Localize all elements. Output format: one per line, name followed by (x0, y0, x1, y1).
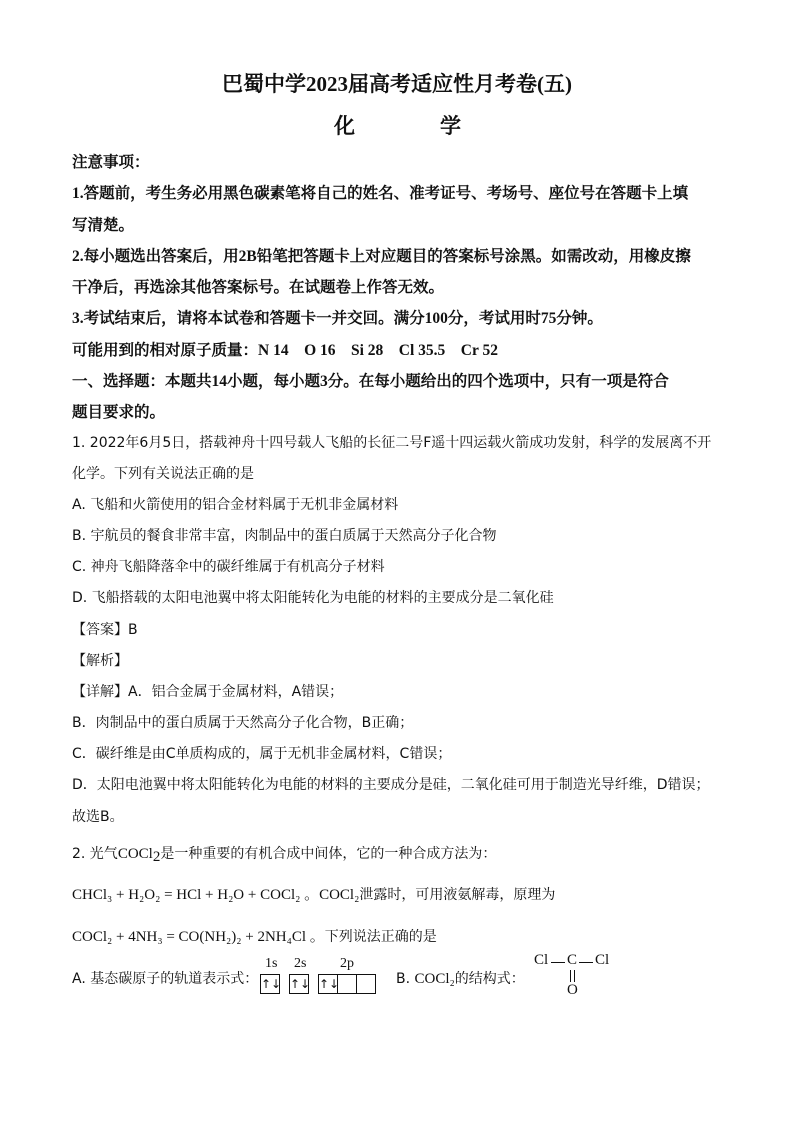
cocl2-structural-formula (534, 952, 614, 1000)
orbital-box-2s: ↑↓ (289, 974, 309, 994)
notice-item-3: 3.考试结束后，请将本试卷和答题卡一并交回。满分100分，考试用时75分钟。 (72, 310, 603, 327)
q2-equation-2-after: 下列说法正确的是 (324, 929, 437, 945)
q1-option-d: D. 飞船搭载的太阳电池翼中将太阳能转化为电能的材料的主要成分是二氧化硅 (72, 590, 554, 606)
q2-equation-2: COCl₂ + 4NH₃ = CO(NH₂)₂ + 2NH₄Cl 。 (72, 929, 325, 945)
notice-item-1-line-2: 写清楚。 (72, 217, 135, 234)
orbital-box-group-2p (318, 974, 375, 994)
exam-title: 巴蜀中学2023届高考适应性月考卷(五) (222, 72, 572, 96)
q1-detail-c: C．碳纤维是由C单质构成的，属于无机非金属材料，C错误； (72, 746, 452, 762)
struct-atom-o: O (567, 982, 578, 998)
notice-item-2-line-1: 2.每小题选出答案后，用2B铅笔把答题卡上对应题目的答案标号涂黑。如需改动，用橡皮擦 (72, 248, 691, 265)
q2-stem-formula-sub: 2 (152, 849, 161, 865)
q2-stem-formula: COCl (117, 846, 153, 862)
subject-char-left: 化 (334, 114, 355, 138)
orbital-box-group-1s (260, 974, 282, 994)
q1-option-c: C. 神舟飞船降落伞中的碳纤维属于有机高分子材料 (72, 559, 385, 575)
orbital-box-1s: ↑↓ (260, 974, 280, 994)
section-1-line-2: 题目要求的。 (72, 404, 166, 421)
struct-bond-left (551, 962, 565, 963)
orbital-box-2p-1: ↑↓ (318, 974, 338, 994)
q2-equation-1-after: 泄露时，可用液氨解毒，原理为 (359, 887, 556, 903)
q1-conclusion: 故选B。 (72, 809, 124, 825)
q2-option-b-formula: COCl₂ (414, 971, 455, 987)
q1-detail-a: 【详解】A．铝合金属于金属材料，A错误； (72, 684, 344, 700)
q2-stem-suffix: 是一种重要的有机合成中间体，它的一种合成方法为： (160, 846, 497, 862)
struct-atom-cl-left: Cl (534, 952, 549, 968)
struct-atom-c: C (567, 952, 578, 968)
q1-analysis-heading: 【解析】 (72, 653, 128, 669)
q2-equation-1-line (72, 883, 555, 904)
notice-item-2-line-2: 干净后，再选涂其他答案标号。在试题卷上作答无效。 (72, 279, 445, 296)
q1-option-a: A. 飞船和火箭使用的铝合金材料属于无机非金属材料 (72, 497, 399, 513)
q2-option-b-label: B. (396, 971, 411, 987)
atomic-mass-line: 可能用到的相对原子质量：N 14 O 16 Si 28 Cl 35.5 Cr 52 (72, 342, 498, 359)
q2-equation-1-after-formula: COCl₂ (319, 887, 360, 903)
q1-stem-line-2: 化学。下列有关说法正确的是 (72, 466, 254, 482)
orbital-box-2p-3 (356, 974, 376, 994)
notice-item-1-line-1: 1.答题前，考生务必用黑色碳素笔将自己的姓名、准考证号、考场号、座位号在答题卡上填 (72, 185, 689, 202)
struct-double-bond-b (574, 970, 575, 982)
q2-stem (72, 843, 496, 863)
q2-option-b-suffix: 的结构式： (454, 971, 525, 987)
section-1-line-1: 一、选择题：本题共14小题，每小题3分。在每小题给出的四个选项中，只有一项是符合 (72, 373, 669, 390)
orbital-box-2p-2 (337, 974, 357, 994)
subject-char-right: 学 (440, 114, 461, 138)
q1-answer: 【答案】B (72, 622, 138, 638)
q2-option-b (396, 968, 525, 988)
q1-detail-b: B．肉制品中的蛋白质属于天然高分子化合物，B正确； (72, 715, 414, 731)
q2-option-a-label: A. 基态碳原子的轨道表示式： (72, 971, 259, 987)
q1-stem-line-1: 1. 2022年6月5日，搭载神舟十四号载人飞船的长征二号F遥十四运载火箭成功发射，科学的发展离不开 (72, 435, 712, 451)
struct-double-bond-a (570, 970, 571, 982)
q2-equation-2-line (72, 925, 437, 946)
q2-stem-prefix: 2. 光气 (72, 846, 118, 862)
orbital-box-group-2s (289, 974, 311, 994)
orbital-label-2s: 2s (294, 956, 307, 971)
notice-heading: 注意事项： (72, 154, 150, 171)
struct-atom-cl-right: Cl (595, 952, 610, 968)
q1-detail-d: D．太阳电池翼中将太阳能转化为电能的材料的主要成分是硅，二氧化硅可用于制造光导纤维，D错误； (72, 777, 710, 793)
q1-option-b: B. 宇航员的餐食非常丰富，肉制品中的蛋白质属于天然高分子化合物 (72, 528, 497, 544)
orbital-label-2p: 2p (340, 956, 354, 971)
orbital-label-1s: 1s (265, 956, 278, 971)
q2-equation-1: CHCl₃ + H₂O₂ = HCl + H₂O + COCl₂ 。 (72, 887, 320, 903)
struct-bond-right (579, 962, 593, 963)
